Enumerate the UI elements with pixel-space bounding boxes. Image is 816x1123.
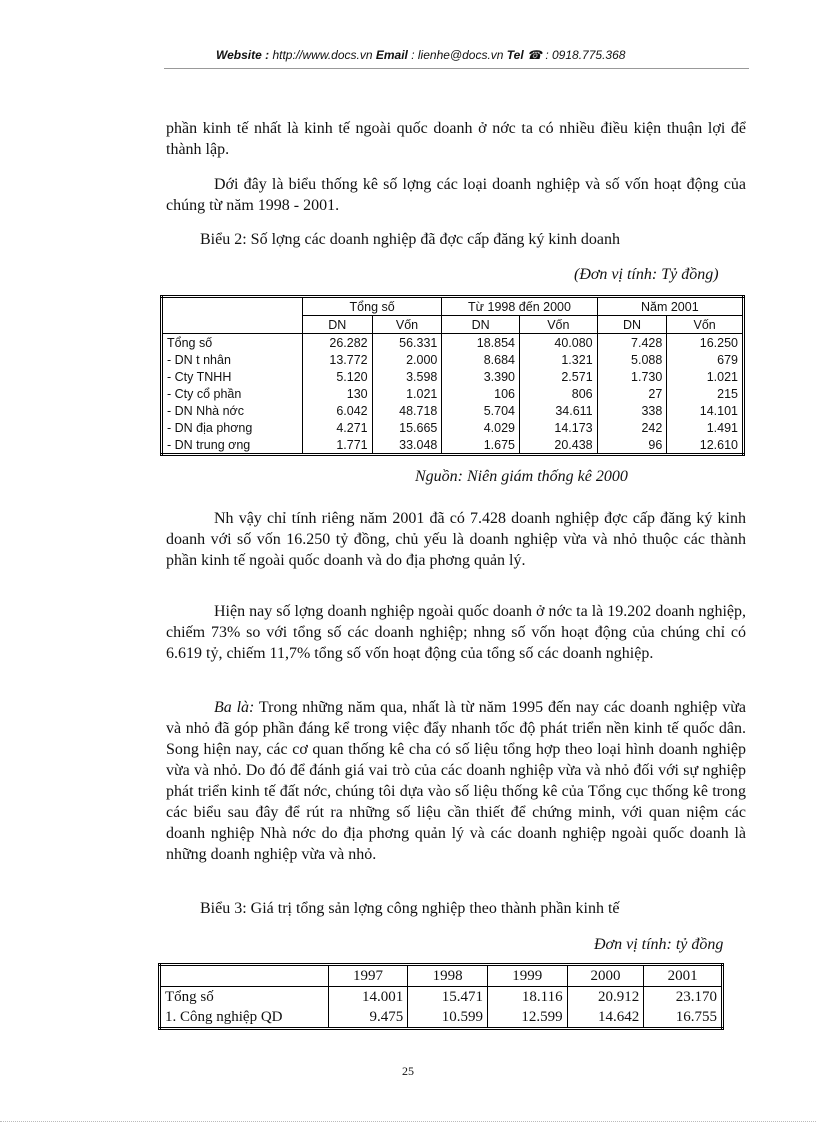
- table-cell: 106: [442, 385, 520, 402]
- table-row: [162, 385, 744, 402]
- table3-year-header: 2001: [644, 965, 723, 987]
- table2-subheader: DN: [302, 316, 372, 334]
- paragraph-2-text: Dới đây là biểu thống kê số lợng các loại doanh nghiệp và số vốn hoạt động của chúng từ năm 1998 - 2001.: [166, 176, 746, 214]
- table-cell: 56.331: [372, 334, 442, 352]
- table2: [160, 295, 745, 456]
- row-label: - Cty cổ phần: [162, 385, 303, 402]
- table-cell: 13.772: [302, 351, 372, 368]
- footer-divider: [0, 1121, 816, 1122]
- table2-group-header: Tổng số: [302, 297, 441, 316]
- table-cell: 5.704: [442, 402, 520, 419]
- table-cell: 1.021: [667, 368, 744, 385]
- table2-subheader: Vốn: [372, 316, 442, 334]
- row-label: 1. Công nghiệp QD: [160, 1007, 329, 1029]
- row-label: Tổng số: [162, 334, 303, 352]
- table-cell: 40.080: [520, 334, 598, 352]
- table-cell: 3.390: [442, 368, 520, 385]
- table-cell: 4.029: [442, 419, 520, 436]
- table-cell: 18.116: [487, 987, 567, 1008]
- table-cell: 14.101: [667, 402, 744, 419]
- table-cell: 806: [520, 385, 598, 402]
- page-number: 25: [402, 1064, 414, 1078]
- table-row: [162, 351, 744, 368]
- table3-year-header: 1998: [408, 965, 488, 987]
- table-cell: 15.471: [408, 987, 488, 1008]
- row-label: - DN Nhà nớc: [162, 402, 303, 419]
- table-cell: 26.282: [302, 334, 372, 352]
- table2-source: Nguồn: Niên giám thống kê 2000: [415, 468, 628, 485]
- table-cell: 20.438: [520, 436, 598, 455]
- table-cell: 12.599: [487, 1007, 567, 1029]
- table2-subheader: Vốn: [520, 316, 598, 334]
- row-label: - DN trung ơng: [162, 436, 303, 455]
- table-cell: 33.048: [372, 436, 442, 455]
- table-cell: 27: [597, 385, 667, 402]
- table-cell: 4.271: [302, 419, 372, 436]
- table2-subheader: DN: [597, 316, 667, 334]
- table-cell: 215: [667, 385, 744, 402]
- table-cell: 1.021: [372, 385, 442, 402]
- table-cell: 34.611: [520, 402, 598, 419]
- table-cell: 14.642: [567, 1007, 644, 1029]
- table-row: [162, 334, 744, 352]
- table-cell: 679: [667, 351, 744, 368]
- page-header: [216, 48, 625, 62]
- paragraph-1: phần kinh tế nhất là kinh tế ngoài quốc doanh ở nớc ta có nhiều điều kiện thuận lợi để thành lập.: [166, 120, 746, 158]
- table-cell: 14.173: [520, 419, 598, 436]
- table2-group-header: Năm 2001: [597, 297, 743, 316]
- table-cell: 3.598: [372, 368, 442, 385]
- table-cell: 338: [597, 402, 667, 419]
- table-cell: 6.042: [302, 402, 372, 419]
- paragraph-3: [166, 508, 746, 571]
- table-row: [162, 368, 744, 385]
- table-cell: 48.718: [372, 402, 442, 419]
- tel-label: Tel: [506, 48, 524, 62]
- table-cell: 10.599: [408, 1007, 488, 1029]
- table-cell: 18.854: [442, 334, 520, 352]
- row-label: - DN địa phơng: [162, 419, 303, 436]
- table-cell: 20.912: [567, 987, 644, 1008]
- table2-corner: [162, 297, 303, 334]
- table-cell: 2.000: [372, 351, 442, 368]
- table-cell: 16.250: [667, 334, 744, 352]
- row-label: Tổng số: [160, 987, 329, 1008]
- table3-corner: [160, 965, 329, 987]
- tel-value: : 0918.775.368: [545, 48, 626, 62]
- table-cell: 14.001: [328, 987, 408, 1008]
- website-value[interactable]: http://www.docs.vn: [272, 48, 373, 62]
- table-cell: 130: [302, 385, 372, 402]
- table2-subheader: Vốn: [667, 316, 744, 334]
- website-label: Website :: [216, 48, 270, 62]
- paragraph-5-text: Trong những năm qua, nhất là từ năm 1995 đến nay các doanh nghiệp vừa và nhỏ đã góp phần đáng kể trong việc đẩy nhanh tốc độ phát triển nền kinh tế quốc dân. Song hiện nay, các cơ quan thống kê cha có số liệu tổng hợp theo loại hình doanh nghiệp vừa và nhỏ. Do đó để đánh giá vai trò của các doanh nghiệp vừa và nhỏ đối với sự nghiệp phát triển kinh tế đất nớc, chúng tôi dựa vào số liệu thống kê của Tổng cục thống kê trong các biểu sau đây để rút ra những số liệu cần thiết để chứng minh, với quan niệm các doanh nghiệp Nhà nớc do địa phơng quản lý và các doanh nghiệp ngoài quốc doanh là những doanh nghiệp vừa và nhỏ.: [166, 699, 746, 863]
- row-label: - DN t nhân: [162, 351, 303, 368]
- table-cell: 8.684: [442, 351, 520, 368]
- table-cell: 9.475: [328, 1007, 408, 1029]
- paragraph-3-text: Nh vậy chỉ tính riêng năm 2001 đã có 7.428 doanh nghiệp đợc cấp đăng ký kinh doanh với số vốn 16.250 tỷ đồng, chủ yếu là doanh nghiệp vừa và nhỏ thuộc các thành phần kinh tế ngoài quốc doanh và do địa phơng quản lý.: [166, 510, 746, 569]
- table-cell: 242: [597, 419, 667, 436]
- table3-unit: Đơn vị tính: tỷ đồng: [594, 936, 724, 953]
- table3: [158, 963, 724, 1030]
- table3-year-header: 2000: [567, 965, 644, 987]
- phone-icon: ☎: [527, 48, 542, 62]
- table3-caption: Biểu 3: Giá trị tổng sản lợng công nghiệp theo thành phần kinh tế: [200, 900, 620, 917]
- table-cell: 16.755: [644, 1007, 723, 1029]
- table2-caption: Biểu 2: Số lợng các doanh nghiệp đã đợc cấp đăng ký kinh doanh: [200, 231, 620, 248]
- row-label: - Cty TNHH: [162, 368, 303, 385]
- table-row: [160, 1007, 723, 1029]
- paragraph-4: [166, 601, 746, 664]
- table-cell: 96: [597, 436, 667, 455]
- table-row: [160, 987, 723, 1008]
- table-cell: 15.665: [372, 419, 442, 436]
- paragraph-5-lead: Ba là:: [214, 699, 255, 716]
- table-cell: 5.120: [302, 368, 372, 385]
- table-cell: 1.771: [302, 436, 372, 455]
- table-row: [162, 402, 744, 419]
- table-cell: 1.730: [597, 368, 667, 385]
- paragraph-5: [166, 697, 746, 865]
- email-label: Email: [375, 48, 408, 62]
- table-row: [162, 419, 744, 436]
- table2-subheader: DN: [442, 316, 520, 334]
- table-cell: 1.321: [520, 351, 598, 368]
- header-divider: [164, 68, 749, 69]
- paragraph-2: [166, 174, 746, 216]
- table-cell: 5.088: [597, 351, 667, 368]
- table-cell: 2.571: [520, 368, 598, 385]
- table-cell: 12.610: [667, 436, 744, 455]
- table-cell: 23.170: [644, 987, 723, 1008]
- table-cell: 1.675: [442, 436, 520, 455]
- table-cell: 1.491: [667, 419, 744, 436]
- table3-year-header: 1999: [487, 965, 567, 987]
- table2-group-header: Từ 1998 đến 2000: [442, 297, 597, 316]
- paragraph-4-text: Hiện nay số lợng doanh nghiệp ngoài quốc doanh ở nớc ta là 19.202 doanh nghiệp, chiếm 73% so với tổng số các doanh nghiệp; nhng số vốn hoạt động của chúng chỉ có 6.619 tỷ, chiếm 11,7% tổng số vốn hoạt động của tổng số các doanh nghiệp.: [166, 603, 746, 662]
- table-row: [162, 436, 744, 455]
- table-cell: 7.428: [597, 334, 667, 352]
- email-value[interactable]: : lienhe@docs.vn: [411, 48, 504, 62]
- table2-unit: (Đơn vị tính: Tỷ đồng): [574, 266, 719, 283]
- table3-year-header: 1997: [328, 965, 408, 987]
